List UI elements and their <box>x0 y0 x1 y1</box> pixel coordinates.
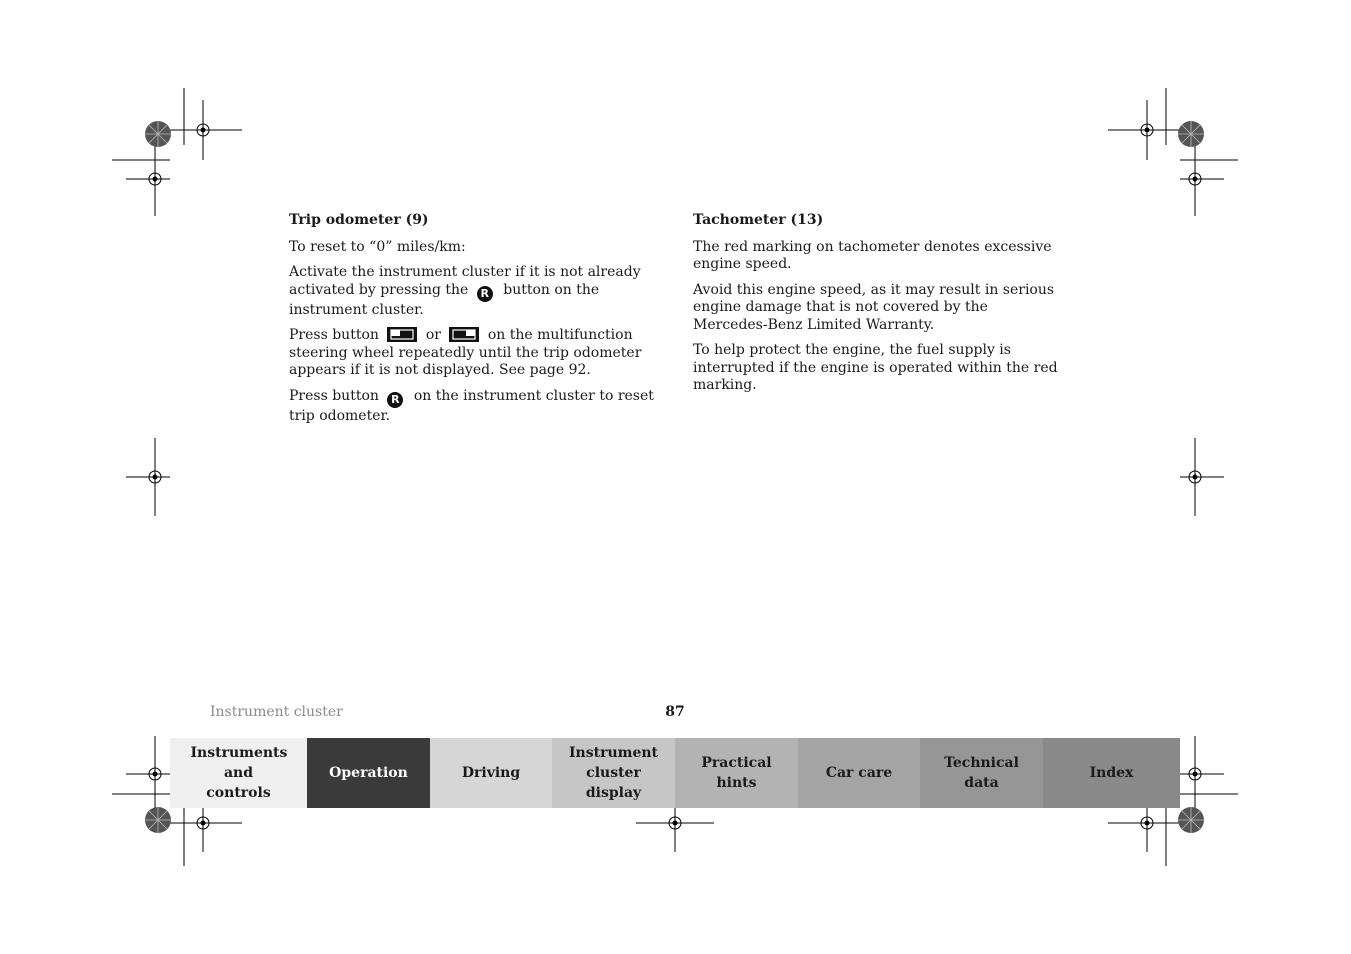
tab-label: Technical data <box>944 755 1019 791</box>
tab-label: Operation <box>329 765 408 781</box>
display-back-button-icon <box>387 327 417 342</box>
trip-odometer-section <box>289 212 659 433</box>
reset-button-icon: R <box>387 392 403 408</box>
select-text-a: Press button <box>289 327 379 343</box>
select-instruction <box>289 327 659 380</box>
tab-label: Driving <box>461 765 521 781</box>
chapter-tabs <box>170 738 1180 808</box>
tab-operation[interactable] <box>307 738 430 808</box>
tab-label: Index <box>1089 765 1134 781</box>
reset-intro: To reset to “0” miles/km: <box>289 238 466 255</box>
reset-button-icon: R <box>477 286 493 302</box>
tab-car-care[interactable] <box>798 738 920 808</box>
tab-label: Practical hints <box>701 755 772 791</box>
select-text-b: on the multifunction steering wheel repeatedly until the trip odometer appears if it is not displayed. See page 92. <box>289 327 642 378</box>
tachometer-p2: Avoid this engine speed, as it may result in serious engine damage that is not covered by the Mercedes-Benz Limited Warranty. <box>693 281 1055 333</box>
reset-text-b: on the instrument cluster to reset trip odometer. <box>289 387 654 424</box>
tab-label: Instrument cluster display <box>569 745 658 801</box>
tab-driving[interactable] <box>430 738 552 808</box>
activate-text-a: Activate the instrument cluster if it is not already activated by pressing the <box>289 264 641 298</box>
tachometer-p1: The red marking on tachometer denotes excessive engine speed. <box>693 238 1052 272</box>
activate-instruction <box>289 264 659 319</box>
tachometer-heading: Tachometer (13) <box>693 212 824 228</box>
tab-instruments-and-controls[interactable] <box>170 738 307 808</box>
footer-section-title: Instrument cluster <box>210 704 343 720</box>
tab-label: Car care <box>825 765 893 781</box>
tachometer-p3: To help protect the engine, the fuel supply is interrupted if the engine is operated within the red marking. <box>693 342 1058 393</box>
tab-technical-data[interactable] <box>920 738 1043 808</box>
reset-instruction <box>289 388 659 426</box>
tab-instrument-cluster-display[interactable] <box>552 738 675 808</box>
reset-text-a: Press button <box>289 387 379 404</box>
display-forward-button-icon <box>449 327 479 342</box>
tab-label: Instruments and controls <box>190 745 288 801</box>
activate-text-b: button on the instrument cluster. <box>289 281 600 318</box>
tab-practical-hints[interactable] <box>675 738 798 808</box>
tachometer-section <box>693 212 1063 403</box>
select-text-or: or <box>425 327 441 343</box>
page-number: 87 <box>665 704 685 720</box>
tab-index[interactable] <box>1043 738 1180 808</box>
trip-odometer-heading: Trip odometer (9) <box>289 212 429 228</box>
